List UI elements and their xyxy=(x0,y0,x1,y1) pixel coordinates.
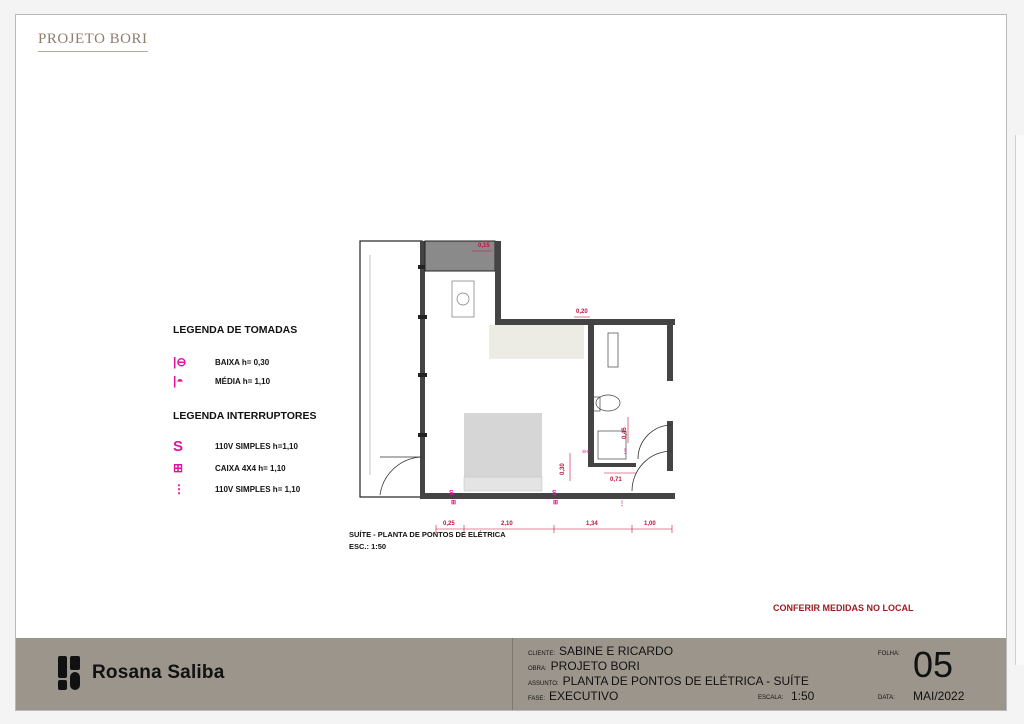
data-value: MAI/2022 xyxy=(913,689,965,703)
outlet-sink-icon: ⊖⊖ xyxy=(582,449,591,455)
legend-switch-simple-2-label: 110V SIMPLES h= 1,10 xyxy=(215,484,301,494)
desk-chair-icon xyxy=(452,281,474,317)
bath-west-wall xyxy=(588,319,594,467)
assunto-label: ASSUNTO: xyxy=(528,681,559,687)
closet-east-wall xyxy=(495,241,501,325)
outlet-low-icon: |⊖ xyxy=(173,355,187,369)
cliente-row xyxy=(528,644,673,658)
plan-caption xyxy=(349,529,506,553)
bed-icon xyxy=(464,413,542,485)
outlet-left-icon: ⊞ xyxy=(451,500,457,506)
room-south-wall xyxy=(420,493,675,499)
title-block-divider xyxy=(512,638,513,711)
scrollbar[interactable] xyxy=(1015,135,1024,665)
sink-icon xyxy=(608,333,618,367)
cliente-value: SABINE E RICARDO xyxy=(559,644,674,658)
dim-bottom-4: 1,00 xyxy=(644,521,656,527)
escala-value: 1:50 xyxy=(791,689,815,703)
dim-side-2: 0,45 xyxy=(622,427,628,439)
bath-south-wall xyxy=(588,463,636,467)
title-block xyxy=(16,638,1007,711)
wardrobe-zone xyxy=(489,325,584,359)
outlet-door-icon: ⋮ xyxy=(619,501,625,507)
switch-left-icon: S xyxy=(449,490,454,497)
drawing-sheet xyxy=(15,14,1007,711)
obra-row xyxy=(528,659,640,673)
folha-value: 05 xyxy=(913,644,954,685)
fase-label: FASE: xyxy=(528,696,546,702)
legend-tomada-baixa xyxy=(173,355,269,369)
toilet-icon xyxy=(596,395,620,411)
escala-label: ESCALA: xyxy=(758,695,784,701)
room-west-wall xyxy=(420,241,425,497)
data-label: DATA: xyxy=(878,695,895,701)
dim-bath: 0,71 xyxy=(610,477,622,483)
legend-box-4x4 xyxy=(173,461,286,475)
dim-bottom-1: 0,25 xyxy=(443,521,455,527)
notice-text: CONFERIR MEDIDAS NO LOCAL xyxy=(773,603,914,613)
balcony-door-swing xyxy=(380,457,422,495)
project-title: PROJETO BORI xyxy=(38,31,148,52)
legend-tomadas-title: LEGENDA DE TOMADAS xyxy=(173,324,298,336)
floor-plan xyxy=(346,225,676,545)
plan-caption-scale: ESC.: 1:50 xyxy=(349,542,387,551)
obra-label: OBRA: xyxy=(528,666,547,672)
legend-switch-simple-label: 110V SIMPLES h=1,10 xyxy=(215,442,298,451)
dim-top-1: 0,15 xyxy=(478,243,490,249)
bath-door-swing xyxy=(638,425,672,459)
legend-tomada-media xyxy=(173,374,270,388)
legend-tomada-baixa-label: BAIXA h= 0,30 xyxy=(215,357,270,367)
assunto-row xyxy=(528,674,809,688)
fase-row xyxy=(528,689,618,703)
fase-value: EXECUTIVO xyxy=(549,689,619,703)
switch-vertical-icon: ⋮ xyxy=(173,482,185,496)
room-north-wall xyxy=(495,319,675,325)
bath-east-wall-top xyxy=(667,319,673,381)
legend-switch-simple xyxy=(173,438,298,455)
dim-top-2: 0,20 xyxy=(576,309,588,315)
brand-logo xyxy=(56,655,224,691)
brand-mark-icon xyxy=(56,655,82,691)
brand-name: Rosana Saliba xyxy=(92,662,225,683)
dim-side-1: 0,30 xyxy=(560,463,566,475)
box-4x4-icon: ⊞ xyxy=(173,461,184,475)
assunto-value: PLANTA DE PONTOS DE ELÉTRICA - SUÍTE xyxy=(562,674,809,688)
dim-bottom-3: 1,34 xyxy=(586,521,598,527)
switch-right-icon: S xyxy=(552,490,557,497)
cliente-label: CLIENTE: xyxy=(528,651,556,657)
outlet-bath-icon: ⋮ xyxy=(622,449,628,455)
legend-switch-simple-2 xyxy=(173,482,300,496)
folha-label: FOLHA: xyxy=(878,651,900,657)
dim-bottom-2: 2,10 xyxy=(501,521,513,527)
obra-value: PROJETO BORI xyxy=(550,659,640,673)
outlet-mid-icon: |◓ xyxy=(173,374,184,388)
legend-interruptores-title: LEGENDA INTERRUPTORES xyxy=(173,410,317,422)
switch-s-icon: S xyxy=(173,438,184,455)
bath-east-wall-bottom xyxy=(667,421,673,471)
legend-tomada-media-label: MÉDIA h= 1,10 xyxy=(215,376,271,386)
plan-caption-title: SUÍTE - PLANTA DE PONTOS DE ELÉTRICA xyxy=(349,530,506,539)
outlet-right-icon: ⊞ xyxy=(553,500,559,506)
legend-box-4x4-label: CAIXA 4X4 h= 1,10 xyxy=(215,463,286,473)
